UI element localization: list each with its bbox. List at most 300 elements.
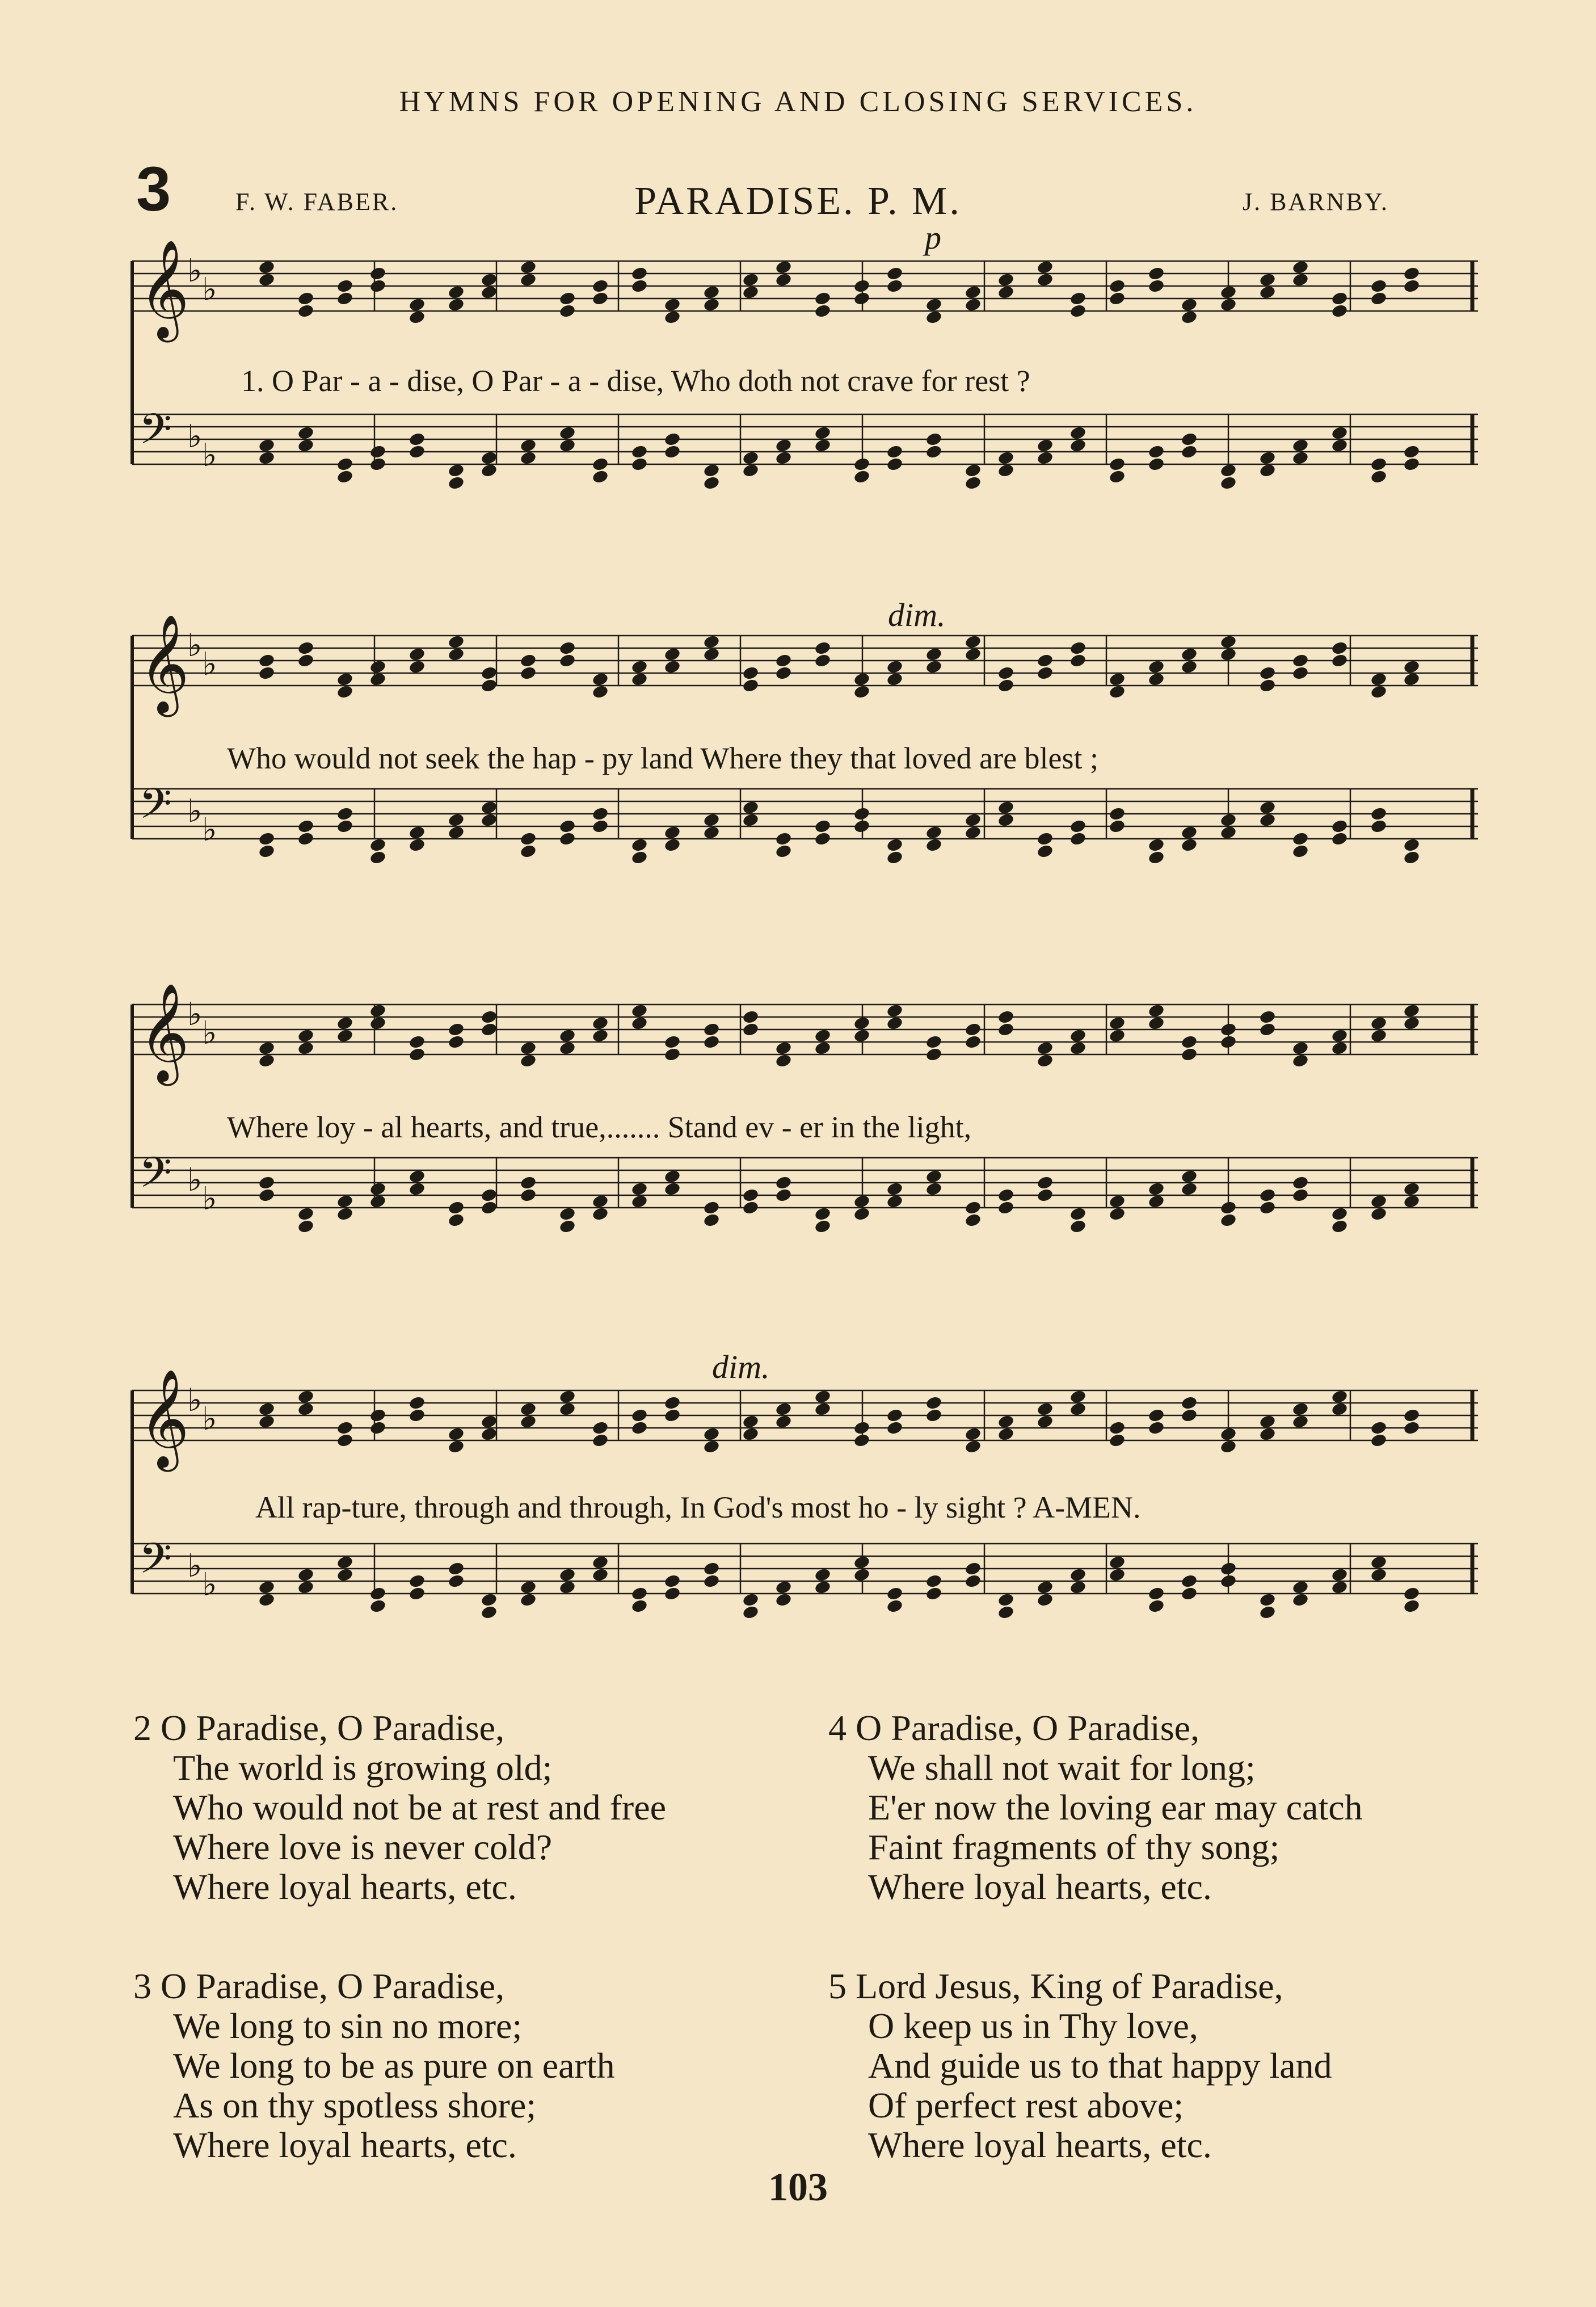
note-head [1259, 1188, 1277, 1203]
note-head [520, 272, 537, 288]
note-head [369, 1421, 387, 1436]
note-head [258, 451, 276, 466]
note-head [1331, 1028, 1349, 1044]
note-head [1148, 1003, 1165, 1019]
verse-line: Lord Jesus, King of Paradise, [856, 1966, 1283, 2006]
note-head [1181, 838, 1198, 853]
note-head [1292, 1041, 1309, 1056]
note-head [1259, 463, 1277, 478]
note-head [775, 831, 793, 847]
note-head [925, 838, 943, 853]
note-head [559, 653, 576, 669]
note-head [1403, 457, 1421, 472]
note-head [448, 634, 465, 650]
verse-number: 5 [828, 1966, 847, 2006]
note-head [1181, 659, 1198, 675]
note-head [336, 1421, 354, 1436]
note-head [965, 1213, 982, 1228]
note-head [775, 260, 793, 275]
note-head [1292, 1175, 1309, 1191]
note-head [631, 1421, 648, 1436]
note-head [1109, 819, 1126, 834]
note-head [853, 806, 871, 822]
note-head [703, 634, 721, 650]
note-head [1331, 1402, 1349, 1417]
note-head [703, 1561, 721, 1577]
note-head [997, 1010, 1015, 1025]
note-head [886, 1599, 904, 1614]
note-head [775, 438, 793, 453]
flat-icon: ♭ [202, 1015, 217, 1052]
note-head [336, 1194, 354, 1209]
note-head [814, 304, 832, 319]
note-head [1109, 806, 1126, 822]
note-head [997, 678, 1015, 694]
verse-line: Where loyal hearts, etc. [173, 1867, 517, 1907]
composer: J. BARNBY. [1243, 188, 1389, 216]
note-head [592, 806, 609, 822]
note-head [1292, 438, 1309, 453]
note-head [1370, 291, 1388, 306]
note-head [520, 1175, 537, 1191]
note-head [336, 1568, 354, 1583]
note-head [925, 444, 943, 460]
note-head [742, 1414, 760, 1430]
note-head [1331, 641, 1349, 656]
note-head [1109, 684, 1126, 700]
treble-clef-icon: 𝄞 [139, 239, 190, 338]
note-head [369, 1194, 387, 1209]
note-head [775, 1592, 793, 1608]
note-head [925, 1574, 943, 1589]
note-head [1037, 1580, 1054, 1595]
note-head [1148, 1194, 1165, 1209]
note-head [965, 1574, 982, 1589]
verse-line: Where loyal hearts, etc. [868, 2125, 1212, 2165]
note-head [1069, 1041, 1087, 1056]
verse-line: Where loyal hearts, etc. [868, 1867, 1212, 1907]
note-head [1181, 1169, 1198, 1184]
flat-icon: ♭ [202, 1401, 217, 1438]
note-head [592, 1028, 609, 1044]
note-head [853, 291, 871, 306]
note-head [886, 1003, 904, 1019]
note-head [369, 1182, 387, 1197]
note-head [1181, 647, 1198, 662]
note-head [1109, 1194, 1126, 1209]
note-head [965, 297, 982, 313]
note-head [1259, 1200, 1277, 1216]
note-head [1292, 653, 1309, 669]
note-head [664, 1047, 681, 1062]
hymn-number: 3 [136, 154, 171, 224]
note-head [1037, 1175, 1054, 1191]
note-head [559, 819, 576, 834]
note-head [997, 666, 1015, 681]
note-head [742, 666, 760, 681]
note-head [1259, 1022, 1277, 1037]
note-head [258, 1053, 276, 1069]
note-head [631, 1182, 648, 1197]
note-head [369, 838, 387, 853]
note-head [1220, 463, 1237, 478]
note-head [1331, 438, 1349, 453]
note-head [1331, 1219, 1349, 1234]
note-head [775, 1402, 793, 1417]
note-head [925, 297, 943, 313]
note-head [409, 1408, 426, 1423]
note-head [997, 1605, 1015, 1620]
note-head [520, 451, 537, 466]
note-head [775, 1188, 793, 1203]
note-head [703, 463, 721, 478]
note-head [631, 1599, 648, 1614]
flat-icon: ♭ [187, 1162, 203, 1199]
lyric-line-2: Who would not seek the hap - py land Where they that loved are blest ; [227, 741, 1099, 775]
note-head [369, 672, 387, 687]
verse-line: We long to be as pure on earth [173, 2045, 615, 2086]
note-head [1292, 831, 1309, 847]
note-head [1331, 304, 1349, 319]
note-head [1069, 653, 1087, 669]
note-head [592, 819, 609, 834]
note-head [520, 1402, 537, 1417]
note-head [1259, 1427, 1277, 1442]
note-head [1370, 1028, 1388, 1044]
note-head [1181, 825, 1198, 841]
note-head [1220, 647, 1237, 662]
page-number: 103 [768, 2166, 828, 2209]
note-head [409, 659, 426, 675]
note-head [1148, 1586, 1165, 1602]
note-head [925, 1047, 943, 1062]
note-head [1292, 1402, 1309, 1417]
note-head [853, 457, 871, 472]
note-head [631, 1003, 648, 1019]
note-head [925, 1396, 943, 1411]
note-head [481, 272, 498, 288]
note-head [559, 438, 576, 453]
note-head [297, 1568, 315, 1583]
note-head [925, 659, 943, 675]
note-head [1109, 1028, 1126, 1044]
note-head [336, 469, 354, 485]
note-head [559, 291, 576, 306]
note-head [1403, 1194, 1421, 1209]
note-head [592, 1421, 609, 1436]
dynamic-piano: p [925, 219, 941, 256]
note-head [1181, 1586, 1198, 1602]
note-head [925, 1408, 943, 1423]
note-head [664, 647, 681, 662]
note-head [409, 825, 426, 841]
note-head [664, 1408, 681, 1423]
note-head [742, 1605, 760, 1620]
note-head [258, 260, 276, 275]
note-head [886, 266, 904, 281]
note-head [520, 666, 537, 681]
note-head [297, 1402, 315, 1417]
note-head [1403, 672, 1421, 687]
note-head [559, 1028, 576, 1044]
note-head [1069, 831, 1087, 847]
note-head [1331, 426, 1349, 441]
flat-icon: ♭ [202, 646, 217, 683]
note-head [481, 463, 498, 478]
note-head [258, 1402, 276, 1417]
note-head [258, 1414, 276, 1430]
note-head [775, 1053, 793, 1069]
note-head [853, 1194, 871, 1209]
note-head [481, 800, 498, 816]
note-head [369, 1016, 387, 1031]
note-head [559, 641, 576, 656]
note-head [997, 1414, 1015, 1430]
note-head [925, 1586, 943, 1602]
note-head [336, 806, 354, 822]
note-head [1370, 1207, 1388, 1222]
note-head [559, 831, 576, 847]
note-head [1292, 666, 1309, 681]
note-head [559, 1041, 576, 1056]
note-head [336, 819, 354, 834]
note-head [703, 813, 721, 828]
note-head [1220, 285, 1237, 300]
verse-line: O Paradise, O Paradise, [161, 1708, 505, 1748]
note-head [853, 1016, 871, 1031]
note-head [409, 444, 426, 460]
note-head [965, 1561, 982, 1577]
note-head [559, 1402, 576, 1417]
note-head [886, 672, 904, 687]
note-head [481, 1427, 498, 1442]
note-head [814, 819, 832, 834]
note-head [853, 1421, 871, 1436]
note-head [592, 457, 609, 472]
note-head [775, 666, 793, 681]
note-head [297, 831, 315, 847]
note-head [520, 1592, 537, 1608]
flat-icon: ♭ [187, 996, 203, 1033]
note-head [1220, 825, 1237, 841]
verse-number: 2 [133, 1708, 151, 1748]
note-head [1220, 1200, 1237, 1216]
note-head [853, 1028, 871, 1044]
note-head [886, 1182, 904, 1197]
verse-3 [133, 1966, 615, 2165]
note-head [1037, 260, 1054, 275]
note-head [481, 666, 498, 681]
note-head [448, 647, 465, 662]
note-head [1220, 1574, 1237, 1589]
note-head [1331, 819, 1349, 834]
note-head [925, 310, 943, 325]
note-head [297, 304, 315, 319]
verse-line: Who would not be at rest and free [173, 1787, 667, 1827]
note-head [481, 1605, 498, 1620]
lyric-line-3: Where loy - al hearts, and true,....... Stand ev - er in the light, [227, 1110, 972, 1144]
note-head [814, 1402, 832, 1417]
note-head [1069, 1402, 1087, 1417]
note-head [1109, 279, 1126, 294]
note-head [925, 1182, 943, 1197]
note-head [742, 1200, 760, 1216]
note-head [409, 1574, 426, 1589]
note-head [1109, 291, 1126, 306]
note-head [559, 1207, 576, 1222]
note-head [631, 1194, 648, 1209]
note-head [448, 1574, 465, 1589]
note-head [631, 457, 648, 472]
note-head [742, 678, 760, 694]
note-head [886, 457, 904, 472]
note-head [775, 1041, 793, 1056]
note-head [448, 1022, 465, 1037]
note-head [1331, 831, 1349, 847]
note-head [1403, 1586, 1421, 1602]
note-head [1259, 1605, 1277, 1620]
note-head [631, 838, 648, 853]
verse-line: Where love is never cold? [173, 1827, 553, 1867]
note-head [775, 272, 793, 288]
note-head [448, 1561, 465, 1577]
note-head [814, 831, 832, 847]
note-head [1181, 444, 1198, 460]
note-head [1259, 1010, 1277, 1025]
note-head [481, 1592, 498, 1608]
note-head [1037, 1592, 1054, 1608]
note-head [965, 1022, 982, 1037]
note-head [886, 838, 904, 853]
note-head [1148, 1016, 1165, 1031]
note-head [297, 1580, 315, 1595]
note-head [664, 432, 681, 447]
note-head [336, 1433, 354, 1448]
note-head [1037, 1041, 1054, 1056]
note-head [1181, 1574, 1198, 1589]
note-head [925, 647, 943, 662]
note-head [1220, 1213, 1237, 1228]
note-head [481, 813, 498, 828]
note-head [258, 1175, 276, 1191]
note-head [703, 1427, 721, 1442]
note-head [1037, 831, 1054, 847]
dynamic-dim-1: dim. [888, 596, 946, 633]
note-head [1037, 1414, 1054, 1430]
note-head [1403, 838, 1421, 853]
note-head [664, 297, 681, 313]
note-head [1069, 1389, 1087, 1405]
note-head [559, 304, 576, 319]
note-head [1148, 850, 1165, 865]
note-head [886, 1586, 904, 1602]
note-head [886, 659, 904, 675]
note-head [1037, 844, 1054, 859]
note-head [814, 1580, 832, 1595]
note-head [1181, 310, 1198, 325]
note-head [369, 1599, 387, 1614]
note-head [853, 469, 871, 485]
flat-icon: ♭ [202, 437, 217, 474]
note-head [886, 1194, 904, 1209]
note-head [1331, 1207, 1349, 1222]
verse-line: O Paradise, O Paradise, [161, 1966, 505, 2006]
verse-line: We long to sin no more; [173, 2006, 523, 2046]
note-head [1148, 1421, 1165, 1436]
note-head [997, 451, 1015, 466]
verse-line: And guide us to that happy land [868, 2045, 1332, 2086]
note-head [1148, 838, 1165, 853]
note-head [1069, 1028, 1087, 1044]
note-head [886, 1421, 904, 1436]
note-head [1181, 1182, 1198, 1197]
note-head [853, 1433, 871, 1448]
note-head [481, 285, 498, 300]
note-head [297, 291, 315, 306]
note-head [664, 310, 681, 325]
flat-icon: ♭ [202, 812, 217, 848]
lyric-line-4: All rap-ture, through and through, In God's most ho - ly sight ? A-MEN. [255, 1490, 1141, 1524]
note-head [559, 1568, 576, 1583]
note-head [448, 1035, 465, 1050]
note-head [775, 844, 793, 859]
note-head [1069, 426, 1087, 441]
note-head [592, 1016, 609, 1031]
note-head [1109, 1421, 1126, 1436]
note-head [775, 1580, 793, 1595]
treble-clef-icon: 𝄞 [139, 983, 190, 1082]
note-head [258, 1041, 276, 1056]
bass-clef-icon: 𝄢 [139, 1148, 172, 1208]
note-head [1292, 1053, 1309, 1069]
note-head [965, 285, 982, 300]
note-head [336, 672, 354, 687]
verse-line: O keep us in Thy love, [868, 2006, 1198, 2046]
note-head [1403, 1003, 1421, 1019]
note-head [997, 1427, 1015, 1442]
note-head [1370, 806, 1388, 822]
note-head [997, 813, 1015, 828]
verse-line: The world is growing old; [173, 1747, 553, 1788]
note-head [1148, 1408, 1165, 1423]
note-head [297, 653, 315, 669]
note-head [742, 451, 760, 466]
note-head [336, 1016, 354, 1031]
note-head [520, 1053, 537, 1069]
note-head [1069, 304, 1087, 319]
note-head [1069, 641, 1087, 656]
lyric-line-1: 1. O Par - a - dise, O Par - a - dise, Who doth not crave for rest ? [241, 364, 1030, 398]
note-head [775, 653, 793, 669]
flat-icon: ♭ [187, 793, 203, 830]
note-head [336, 1028, 354, 1044]
note-head [520, 844, 537, 859]
flat-icon: ♭ [202, 271, 217, 308]
note-head [297, 438, 315, 453]
note-head [703, 1022, 721, 1037]
note-head [742, 272, 760, 288]
note-head [592, 1555, 609, 1570]
verse-line: We shall not wait for long; [868, 1747, 1256, 1788]
bass-clef-icon: 𝄢 [139, 779, 172, 839]
note-head [1331, 1580, 1349, 1595]
note-head [997, 800, 1015, 816]
note-head [1292, 1580, 1309, 1595]
note-head [409, 432, 426, 447]
note-head [664, 825, 681, 841]
note-head [853, 1568, 871, 1583]
note-head [965, 1427, 982, 1442]
